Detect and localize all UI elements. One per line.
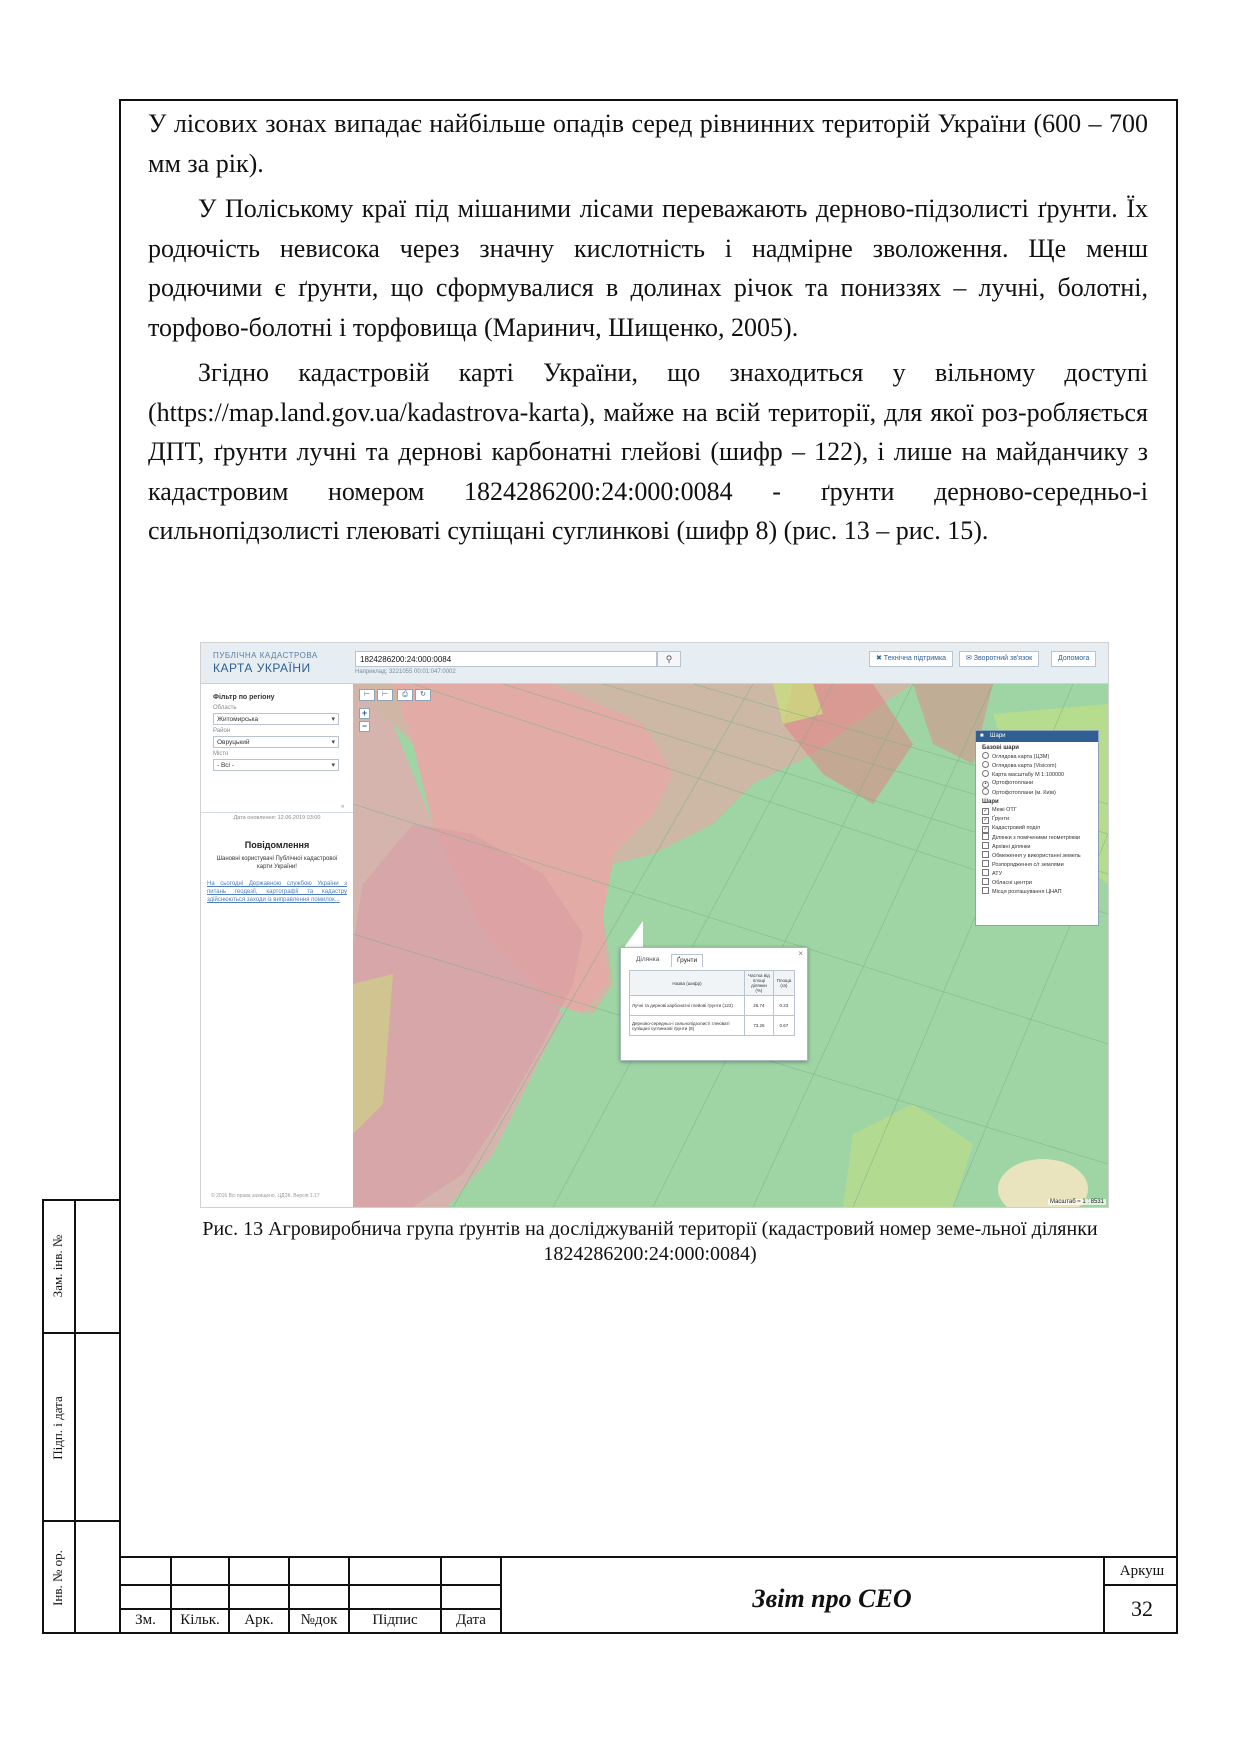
radio-icon[interactable]: • [982,781,989,788]
header-ndok: №док [300,1612,338,1628]
title-block-top-line [119,1556,1178,1558]
panel-divider [201,812,353,813]
document-title: Звіт про СЕО [752,1584,912,1613]
layer-item[interactable] [976,769,1098,778]
layer-item[interactable] [976,814,1098,823]
col-name: Назва (шифр) [630,971,745,996]
city-label: Місто [213,751,229,757]
checkbox-icon[interactable] [982,869,989,876]
collapse-icon[interactable]: « [341,804,345,810]
feedback-button[interactable]: ✉ Зворотний зв'язок [959,651,1039,667]
col-area: Площа (га) [773,971,794,996]
side-label-zam-inv: Зам. інв. № [50,1234,65,1298]
soil-info-popup [620,947,808,1061]
layer-label: Архівні ділянки [992,844,1031,850]
copyright: © 2016 Всі права захищено. ЦДЗК. Версія 1.17 [211,1193,320,1199]
checkbox-icon[interactable] [982,842,989,849]
col-share: Частка від площі ділянки (%) [745,971,774,996]
map-header [201,643,1108,684]
figure-cadastral-map [201,643,1108,1207]
layer-item[interactable] [976,886,1098,895]
radio-icon[interactable] [982,770,989,777]
layer-item[interactable] [976,868,1098,877]
zoom-out-button[interactable]: − [359,721,370,732]
layer-item[interactable] [976,760,1098,769]
news-title: Повідомлення [244,840,310,850]
layer-label: АТУ [992,871,1003,877]
table-header-row [630,971,795,996]
cell-soil-name: Дерново-середньо-і сильнопідзолисті глеюваті супіщані суглинкові ґрунти (8) [630,1016,745,1036]
radio-icon[interactable] [982,761,989,768]
layers-panel [975,730,1099,926]
layer-item[interactable] [976,823,1098,832]
measure-length-tool[interactable]: ⊢ [359,689,375,701]
update-date: Дата оновлення: 12.06.2019 03:00 [233,815,321,821]
close-icon[interactable]: × [798,949,803,958]
checkbox-icon[interactable]: ✓ [983,826,988,832]
search-icon: ⚲ [665,654,673,664]
figure-caption: Рис. 13 Агровиробнича група ґрунтів на досліджуваній території (кадастровий номер земе-льної ділянки 1824286200:24:000:0084) [202,1218,1098,1265]
cell-area: 0.23 [773,996,794,1016]
layer-label: Обласні центри [992,880,1032,886]
checkbox-icon[interactable] [982,878,989,885]
layer-label: Кадастровий поділ [992,825,1041,831]
header-kilk: Кільк. [180,1612,220,1628]
print-tool[interactable]: ⎙ [397,689,413,701]
layers-title: ■ Шари [976,731,1098,742]
news-text: Шановні користувачі Публічної кадастрової карти України! [216,856,338,870]
layer-label: Оглядова карта (Visicom) [992,763,1057,769]
checkbox-icon[interactable] [982,887,989,894]
layer-item[interactable] [976,859,1098,868]
paragraph-precipitation: У лісових зонах випадає найбільше опадів серед рівнинних територій України (600 – 700 мм за рік). [148,109,1148,178]
layer-item[interactable] [976,832,1098,841]
cell-soil-name: Лучні та дернові карбонатні глейові ґрунти (122) [630,996,745,1016]
measure-area-tool[interactable]: ⊢ [377,689,393,701]
radio-icon[interactable] [982,752,989,759]
search-button[interactable] [657,651,681,667]
layer-label: Межі ОТГ [992,807,1017,813]
layer-label: Ортофотоплани [992,780,1034,786]
base-layers-title: Базові шари [982,745,1019,751]
header-ark: Арк. [244,1612,274,1628]
cadastral-search-input[interactable]: 1824286200:24:000:0084 [355,651,657,667]
header-zm: Зм. [135,1612,156,1628]
brand-line1: ПУБЛІЧНА КАДАСТРОВА [213,651,318,660]
sheet-number: 32 [1131,1596,1153,1621]
district-label: Район [213,728,231,734]
layer-label: Ділянки з поміченими геометріями [992,835,1080,841]
soil-zone-lime-4 [843,1104,973,1207]
header-pidpys: Підпис [372,1612,418,1628]
title-block-row-line-1 [119,1584,500,1586]
layer-label: Обмеження у використанні земель [992,853,1081,859]
zoom-in-button[interactable]: + [359,708,370,719]
layer-label: Оглядова карта (ЦЗМ) [992,754,1050,760]
title-block-col-6 [500,1556,502,1634]
search-hint: Наприклад: 3221055 00:01:047:0002 [355,669,456,675]
layer-item[interactable] [976,751,1098,760]
layer-label: Місця розташування ЦНАП [992,889,1062,895]
overlay-layers-list [976,805,1098,895]
sheet-label: Аркуш [1119,1563,1165,1579]
soil-table [629,970,795,1036]
sheet-cell-line [1103,1584,1178,1586]
table-row [630,1016,795,1036]
share-tool[interactable]: ↻ [415,689,431,701]
filter-panel [201,684,354,1207]
header-data: Дата [456,1612,486,1628]
paragraph-polissia-soils: У Поліському краї під мішаними лісами переважають дерново-підзолисті ґрунти. Їх родючість невисока через значну кислотність і надмірне зволоження. Ще менш родючими є ґрунти, що сформувалися в долинах річок та пониззях – лучні, болотні, торфово-болотні і торфовища (Маринич, Шищенко, 2005). [148,194,1148,342]
layer-item[interactable] [976,805,1098,814]
radio-icon[interactable] [982,788,989,795]
checkbox-icon[interactable]: ✓ [983,808,988,814]
layer-item[interactable] [976,787,1098,796]
layer-item[interactable] [976,850,1098,859]
city-select[interactable]: - Всі - ▾ [213,759,339,771]
scale-indicator: Масштаб ≈ 1 : 8531 [1050,1199,1104,1205]
checkbox-icon[interactable] [982,833,989,840]
layer-label: Ортофотоплани (м. Київ) [992,790,1056,796]
table-row [630,996,795,1016]
tab-soils[interactable]: Ґрунти [671,954,703,967]
checkbox-icon[interactable] [982,851,989,858]
news-link[interactable]: На сьогодні Державною службою України з питань геодезії, картографії та кадастру здійснюються заходи із виправлення помилок... [207,881,347,903]
cell-share: 26.74 [745,996,774,1016]
base-layers-list [976,751,1098,796]
title-block-row-line-2 [119,1608,500,1610]
body-text [148,104,1148,557]
popup-pointer [623,921,643,949]
side-label-sign-date: Підп. і дата [50,1396,65,1460]
district-select[interactable]: Овруцький ▾ [213,736,339,748]
support-button[interactable]: ✖ Технічна підтримка [869,651,953,667]
filter-title: Фільтр по регіону [213,694,275,701]
checkbox-icon[interactable] [982,860,989,867]
layer-item[interactable] [976,841,1098,850]
layer-item[interactable] [976,877,1098,886]
paragraph-cadastral-map: Згідно кадастровій карті України, що знаходиться у вільному доступі (https://map.land.gov.ua/kadastrova-karta), майже на всій території, для якої роз-робляється ДПТ, ґрунти лучні та дернові карбонатні глейові (шифр – 122), і лише на майданчику з кадастровим номером 1824286200:24:000:0084 - ґрунти дерново-середньо-і сильнопідзолисті глеюваті супіщані суглинкові (шифр 8) (рис. 13 – рис. 15). [148,358,1148,545]
layer-label: Ґрунти [992,816,1010,822]
cell-area: 0.67 [773,1016,794,1036]
help-button[interactable]: Допомога [1051,651,1096,667]
overlay-layers-title: Шари [982,799,999,805]
side-stamp-divider [74,1199,76,1634]
brand-line2: КАРТА УКРАЇНИ [213,661,311,675]
checkbox-icon[interactable]: ✓ [983,817,988,823]
region-select[interactable]: Житомирська ▾ [213,713,339,725]
side-label-inv-orig: Інв. № ор. [50,1550,65,1606]
layer-label: Карта масштабу М 1:100000 [992,772,1065,778]
region-label: Область [213,705,237,711]
cell-share: 73.26 [745,1016,774,1036]
tab-parcel[interactable]: Ділянка [636,956,660,963]
layer-label: Розпорядження с/г землями [992,862,1064,868]
map-canvas[interactable] [353,684,1108,1207]
layer-item[interactable] [976,778,1098,787]
